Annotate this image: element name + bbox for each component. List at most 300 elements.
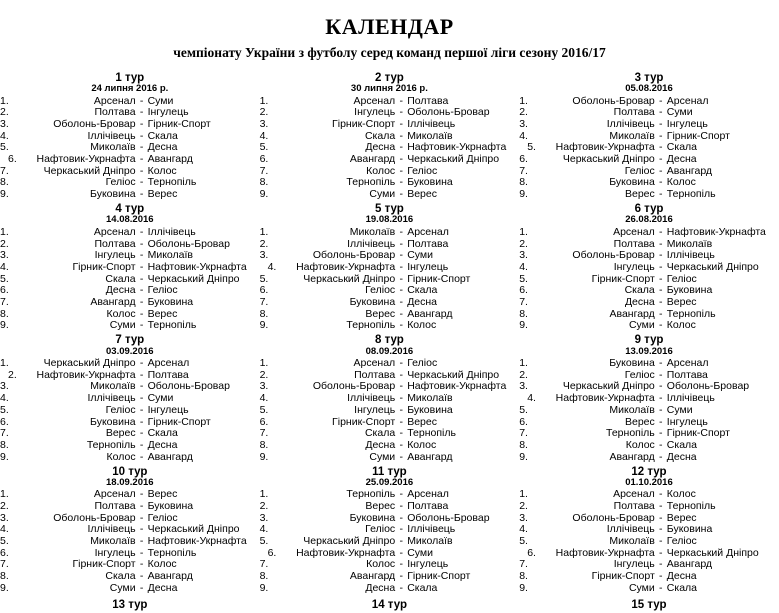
table-row [519, 296, 779, 308]
match-separator: - [399, 319, 403, 332]
home-team: Гірник-Спорт [332, 118, 396, 131]
round-block [519, 200, 779, 331]
home-team: Геліос [624, 164, 655, 177]
table-row [0, 381, 260, 393]
table-row [0, 177, 260, 189]
round-date: 24 липня 2016 р. [91, 83, 169, 95]
table-row [260, 582, 520, 594]
match-number: 4. [0, 129, 9, 142]
away-team: Суми [147, 94, 174, 107]
round-date: 18.09.2016 [106, 476, 154, 488]
away-team: Миколаїв [666, 237, 713, 250]
table-row [519, 416, 779, 428]
match-separator: - [399, 188, 403, 201]
away-team: Верес [666, 296, 697, 308]
round-block [0, 594, 260, 611]
match-separator: - [139, 415, 144, 428]
round-block [0, 200, 260, 331]
match-separator: - [399, 94, 403, 107]
table-row [0, 238, 260, 250]
table-row [519, 95, 779, 107]
match-separator: - [399, 427, 403, 440]
table-row [0, 404, 260, 416]
match-number: 9. [519, 188, 528, 201]
match-separator: - [139, 523, 144, 536]
home-team: Нафтовик-Укрнафта [296, 260, 396, 273]
match-number: 2. [259, 368, 269, 381]
match-separator: - [139, 225, 144, 238]
home-team: Арсенал [93, 94, 136, 107]
match-number: 2. [519, 237, 528, 250]
match-number: 4. [0, 260, 9, 273]
match-number: 1. [519, 94, 528, 107]
match-number: 2. [8, 368, 17, 381]
away-team: Тернопіль [147, 319, 197, 332]
table-row [519, 308, 779, 320]
away-team: Геліос [666, 272, 697, 285]
table-row [260, 524, 520, 536]
match-table [519, 95, 779, 200]
table-row [0, 107, 260, 119]
match-number: 8. [519, 176, 528, 189]
away-team: Десна [147, 141, 178, 154]
away-team: Верес [407, 415, 437, 428]
match-table [260, 95, 520, 200]
away-team: Арсенал [666, 94, 709, 107]
table-row [519, 165, 779, 177]
away-team: Іллічівець [666, 392, 715, 405]
away-team: Тернопіль [666, 188, 716, 201]
round-title: 13 тур [112, 598, 148, 611]
away-team: Буковина [407, 176, 453, 189]
match-separator: - [139, 106, 144, 119]
home-team: Полтава [94, 237, 136, 250]
home-team: Нафтовик-Укрнафта [36, 153, 136, 166]
table-row [519, 142, 779, 154]
away-team: Суми [666, 106, 693, 119]
match-number: 3. [0, 118, 9, 131]
round-block [0, 463, 260, 594]
match-separator: - [659, 403, 663, 416]
match-separator: - [399, 403, 403, 416]
away-team: Десна [147, 438, 178, 451]
match-number: 9. [0, 188, 9, 201]
home-team: Верес [365, 307, 396, 320]
away-team: Нафтовик-Укрнафта [407, 380, 507, 393]
table-row [0, 571, 260, 583]
home-team: Оболонь-Бровар [572, 249, 655, 262]
away-team: Миколаїв [407, 129, 453, 142]
table-row [260, 547, 520, 559]
match-separator: - [399, 153, 403, 166]
match-number: 7. [0, 427, 9, 440]
match-number: 2. [519, 106, 528, 119]
home-team: Колос [106, 307, 136, 320]
match-number: 8. [0, 438, 9, 451]
away-team: Гірник-Спорт [666, 129, 730, 142]
home-team: Арсенал [613, 488, 655, 501]
match-number: 5. [0, 403, 9, 416]
match-table [519, 489, 779, 594]
match-separator: - [139, 188, 144, 201]
match-separator: - [659, 260, 663, 273]
match-separator: - [659, 427, 663, 440]
match-separator: - [659, 511, 663, 524]
match-separator: - [659, 380, 663, 393]
match-separator: - [659, 558, 663, 571]
table-row [0, 285, 260, 297]
match-number: 9. [0, 581, 9, 594]
away-team: Суми [147, 392, 174, 405]
match-number: 4. [519, 523, 528, 536]
match-separator: - [659, 368, 663, 381]
match-separator: - [659, 106, 663, 119]
table-row [260, 393, 520, 405]
home-team: Черкаський Дніпро [43, 357, 136, 370]
match-number: 1. [259, 357, 269, 370]
home-team: Верес [625, 415, 655, 428]
match-separator: - [399, 570, 403, 583]
table-row [519, 273, 779, 285]
match-number: 7. [519, 164, 528, 177]
away-team: Скала [407, 581, 438, 594]
match-table [0, 489, 260, 594]
match-number: 2. [259, 237, 269, 250]
table-row [0, 273, 260, 285]
match-separator: - [139, 368, 144, 381]
round-title: 10 тур [112, 465, 148, 478]
home-team: Суми [369, 188, 396, 201]
match-separator: - [139, 164, 144, 177]
away-team: Десна [666, 570, 697, 583]
home-team: Нафтовик-Укрнафта [296, 546, 396, 559]
match-separator: - [659, 272, 663, 285]
match-number: 1. [259, 225, 269, 238]
away-team: Тернопіль [666, 307, 716, 320]
round-title: 12 тур [631, 465, 667, 478]
home-team: Авангард [349, 153, 396, 166]
away-team: Іллічівець [407, 118, 456, 131]
match-separator: - [139, 307, 144, 320]
away-team: Інгулець [407, 260, 449, 273]
home-team: Авангард [90, 296, 136, 308]
away-team: Геліос [407, 357, 438, 370]
home-team: Тернопіль [346, 488, 396, 501]
match-separator: - [659, 535, 663, 548]
table-row [0, 165, 260, 177]
match-number: 6. [519, 153, 528, 166]
away-team: Геліос [407, 164, 438, 177]
match-separator: - [139, 118, 144, 131]
table-row [260, 189, 520, 201]
match-number: 3. [259, 118, 269, 131]
table-row [519, 226, 779, 238]
away-team: Скала [147, 427, 178, 440]
away-team: Скала [666, 438, 697, 451]
match-number: 4. [519, 260, 528, 273]
match-separator: - [399, 284, 403, 297]
round-date: 03.09.2016 [106, 345, 154, 357]
away-team: Скала [407, 284, 438, 297]
match-separator: - [659, 129, 663, 142]
match-table [260, 226, 520, 331]
match-number: 7. [519, 296, 528, 308]
table-row [260, 142, 520, 154]
table-row [260, 428, 520, 440]
table-row [519, 154, 779, 166]
table-row [0, 559, 260, 571]
round-block [260, 331, 520, 462]
away-team: Верес [147, 488, 178, 501]
table-row [260, 571, 520, 583]
match-number: 6. [0, 546, 9, 559]
match-separator: - [659, 357, 663, 370]
round-row [0, 69, 779, 200]
home-team: Іллічівець [606, 118, 655, 131]
match-number: 6. [0, 415, 9, 428]
match-number: 1. [0, 357, 9, 370]
away-team: Скала [666, 141, 697, 154]
away-team: Інгулець [147, 106, 189, 119]
match-number: 1. [259, 94, 269, 107]
match-separator: - [399, 249, 403, 262]
round-row [0, 463, 779, 594]
table-row [0, 489, 260, 501]
match-number: 9. [0, 450, 9, 463]
home-team: Іллічівець [347, 237, 396, 250]
home-team: Нафтовик-Укрнафта [555, 392, 655, 405]
home-team: Черкаський Дніпро [562, 380, 655, 393]
table-row [0, 250, 260, 262]
home-team: Гірник-Спорт [72, 558, 136, 571]
match-separator: - [139, 500, 144, 512]
match-separator: - [399, 488, 403, 501]
away-team: Колос [147, 164, 177, 177]
match-separator: - [139, 511, 144, 524]
table-row [260, 273, 520, 285]
match-separator: - [399, 392, 403, 405]
match-number: 4. [0, 392, 9, 405]
round-title: 6 тур [634, 203, 664, 216]
away-team: Інгулець [666, 415, 708, 428]
table-row [519, 320, 779, 332]
away-team: Гірник-Спорт [147, 118, 211, 131]
away-team: Авангард [147, 450, 193, 463]
match-number: 3. [259, 249, 269, 262]
match-number: 9. [0, 319, 9, 332]
match-separator: - [659, 188, 663, 201]
away-team: Тернопіль [407, 427, 456, 440]
match-separator: - [399, 164, 403, 177]
match-number: 8. [259, 307, 269, 320]
table-row [0, 451, 260, 463]
away-team: Десна [147, 581, 178, 594]
away-team: Оболонь-Бровар [147, 237, 230, 250]
match-number: 6. [259, 284, 269, 297]
match-number: 3. [259, 511, 269, 524]
match-number: 4. [519, 129, 528, 142]
match-number: 8. [0, 307, 9, 320]
match-separator: - [659, 450, 663, 463]
away-team: Гірник-Спорт [666, 427, 730, 440]
match-number: 4. [259, 392, 269, 405]
match-separator: - [659, 546, 663, 559]
table-row [0, 142, 260, 154]
match-number: 5. [0, 141, 9, 154]
match-number: 1. [0, 94, 9, 107]
round-title: 11 тур [372, 465, 407, 478]
match-separator: - [659, 94, 663, 107]
away-team: Черкаський Дніпро [666, 260, 759, 273]
home-team: Гірник-Спорт [591, 272, 655, 285]
match-separator: - [659, 237, 663, 250]
away-team: Оболонь-Бровар [407, 511, 490, 524]
table-row [260, 250, 520, 262]
round-block [519, 594, 779, 611]
match-separator: - [139, 558, 144, 571]
away-team: Полтава [407, 500, 449, 512]
table-row [519, 381, 779, 393]
home-team: Арсенал [613, 225, 655, 238]
match-number: 9. [519, 319, 528, 332]
match-separator: - [139, 94, 144, 107]
table-row [519, 512, 779, 524]
table-row [260, 95, 520, 107]
away-team: Полтава [407, 237, 449, 250]
away-team: Суми [407, 249, 433, 262]
table-row [260, 358, 520, 370]
home-team: Полтава [613, 106, 655, 119]
away-team: Авангард [666, 164, 713, 177]
home-team: Верес [105, 427, 136, 440]
match-separator: - [139, 272, 144, 285]
table-row [260, 320, 520, 332]
table-row [260, 238, 520, 250]
match-number: 3. [519, 380, 528, 393]
match-number: 8. [259, 570, 269, 583]
table-row [0, 118, 260, 130]
home-team: Оболонь-Бровар [53, 511, 136, 524]
home-team: Нафтовик-Укрнафта [36, 368, 136, 381]
home-team: Іллічівець [87, 523, 136, 536]
table-row [0, 189, 260, 201]
home-team: Тернопіль [346, 176, 396, 189]
away-team: Нафтовик-Укрнафта [407, 141, 507, 154]
table-row [0, 393, 260, 405]
table-row [260, 130, 520, 142]
match-number: 3. [0, 380, 9, 393]
page-subtitle: чемпіонату України з футболу серед команд першої ліги сезону 2016/17 [173, 45, 606, 61]
home-team: Колос [106, 450, 136, 463]
away-team: Авангард [147, 570, 193, 583]
table-row [519, 285, 779, 297]
home-team: Миколаїв [609, 129, 655, 142]
match-number: 6. [519, 415, 528, 428]
match-separator: - [659, 415, 663, 428]
table-row [0, 308, 260, 320]
match-separator: - [139, 427, 144, 440]
home-team: Десна [365, 581, 396, 594]
home-team: Інгулець [613, 260, 655, 273]
match-number: 5. [259, 535, 269, 548]
match-separator: - [139, 249, 144, 262]
match-separator: - [399, 357, 403, 370]
home-team: Буковина [90, 188, 136, 201]
away-team: Арсенал [666, 357, 709, 370]
round-row [0, 200, 779, 331]
match-number: 4. [0, 523, 9, 536]
round-date: 05.08.2016 [625, 83, 673, 95]
away-team: Полтава [147, 368, 189, 381]
match-number: 6. [259, 153, 269, 166]
away-team: Десна [666, 153, 697, 166]
match-separator: - [659, 392, 663, 405]
match-separator: - [139, 129, 144, 142]
away-team: Тернопіль [147, 176, 197, 189]
table-row [260, 512, 520, 524]
home-team: Десна [365, 438, 396, 451]
home-team: Полтава [613, 500, 655, 512]
away-team: Скала [666, 581, 697, 594]
away-team: Гірник-Спорт [147, 415, 211, 428]
match-separator: - [399, 535, 403, 548]
match-separator: - [659, 500, 663, 512]
match-separator: - [659, 296, 663, 308]
match-number: 7. [259, 558, 269, 571]
match-number: 5. [519, 403, 528, 416]
away-team: Геліос [666, 535, 697, 548]
home-team: Миколаїв [90, 380, 136, 393]
away-team: Черкаський Дніпро [666, 546, 759, 559]
away-team: Буковина [666, 284, 713, 297]
table-row [260, 165, 520, 177]
table-row [519, 571, 779, 583]
match-number: 2. [0, 500, 9, 512]
away-team: Іллічівець [666, 249, 715, 262]
match-number: 3. [519, 249, 528, 262]
match-separator: - [139, 438, 144, 451]
match-separator: - [139, 296, 144, 308]
table-row [260, 439, 520, 451]
home-team: Суми [628, 581, 655, 594]
round-date: 14.08.2016 [106, 214, 154, 226]
match-number: 3. [0, 249, 9, 262]
table-row [519, 547, 779, 559]
home-team: Оболонь-Бровар [572, 94, 655, 107]
match-separator: - [139, 392, 144, 405]
match-separator: - [659, 284, 663, 297]
home-team: Суми [369, 450, 396, 463]
away-team: Іллічівець [407, 523, 456, 536]
home-team: Колос [366, 164, 396, 177]
match-number: 5. [527, 141, 536, 154]
home-team: Скала [364, 129, 396, 142]
table-row [519, 261, 779, 273]
away-team: Інгулець [147, 403, 189, 416]
match-number: 3. [0, 511, 9, 524]
table-row [0, 439, 260, 451]
table-row [519, 177, 779, 189]
away-team: Оболонь-Бровар [147, 380, 230, 393]
match-separator: - [139, 403, 144, 416]
home-team: Черкаський Дніпро [562, 153, 655, 166]
match-separator: - [399, 546, 403, 559]
match-separator: - [139, 153, 144, 166]
round-title: 8 тур [375, 334, 404, 347]
home-team: Скала [105, 570, 136, 583]
home-team: Нафтовик-Укрнафта [555, 546, 655, 559]
home-team: Геліос [105, 176, 136, 189]
